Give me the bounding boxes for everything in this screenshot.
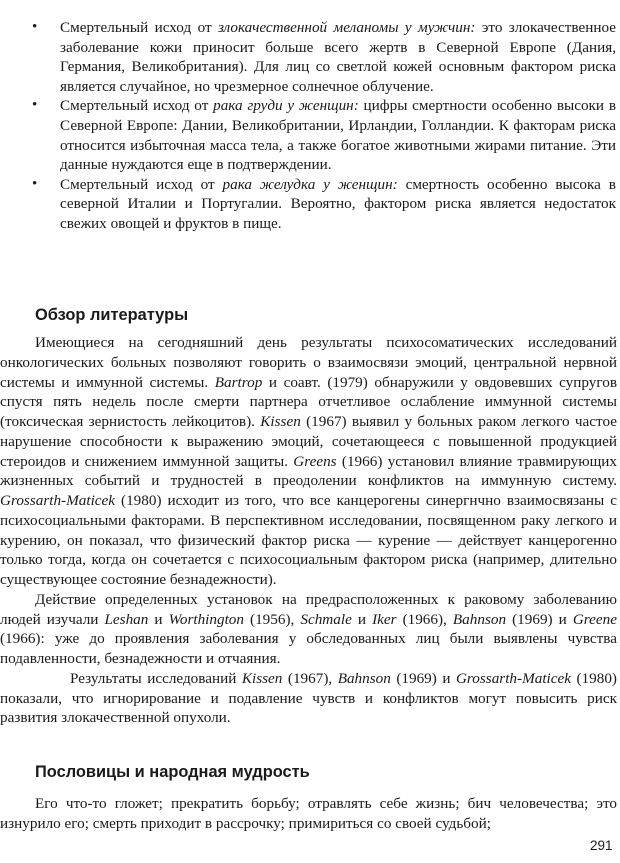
risk-factor-list [30, 18, 616, 234]
bullet-icon: • [32, 175, 38, 192]
section-heading-literature: Обзор литературы [35, 306, 189, 324]
list-item: • Смертельный исход от злокачественной меланомы у мужчин: это злокачественное заболевание кожи приносит больше всего жертв в Северной Европе (Дания, Германия, Великобритания). Для лиц со светлой кожей основным фактором риска является случайное, но чрезмерное солнечное облучение. [32, 19, 616, 95]
list-item: • Смертельный исход от рака груди у женщин: цифры смертности особенно высоки в Северной Европе: Дании, Великобритании, Ирландии, Голландии. К факторам риска относится избыточная масса тела, а также богатое животными жирами питание. Эти данные нуждаются еще в подтверждении. [32, 97, 616, 174]
paragraph: Действие определенных установок на предрасположенных к раковому заболеванию людей изучали Leshan и Worthington (1956), Schmale и Iker (1966), Bahnson (1969) и Greene (1966): уже до проявления заболевания у обследованных лиц были выявлены чувства подавленности, безнадежности и отчаяния. [0, 590, 617, 667]
paragraph: Его что-то гложет; прекратить борьбу; отравлять себе жизнь; бич человечества; это изнурило его; смерть приходит в рассрочку; примириться со своей судьбой; [0, 795, 617, 832]
proverbs-text [0, 794, 617, 834]
bullet-icon: • [32, 97, 38, 114]
paragraph: Имеющиеся на сегодняшний день результаты психосоматических исследований онкологических больных позволяют говорить о взаимосвязи эмоций, центральной нервной системы и иммунной системы. Bartrop и соавт. (1979) обнаружили у овдовевших супругов спустя пять недель после смерти партнера отчетливое ослабление иммунной системы (токсическая зернистость лейкоцитов). Kissen (1967) выявил у больных раком легкого частое нарушение способности к выражению эмоций, сочетающееся с повышенной продукцией стероидов и снижением иммунной защиты. Greens (1966) установил влияние травмирующих жизненных событий и трудностей в преодолении конфликтов на иммунную систему. Grossarth-Maticek (1980) исходит из того, что все канцерогены синергнчно взаимосвязаны с психосоциальными факторами. В перспективном исследовании, посвященном раку легкого и курению, он показал, что физический фактор риска — курение — действует канцерогенно только тогда, когда он сочетается с психосоциальным фактором риска (например, длительно существующее состояние безнадежности). [0, 334, 617, 588]
page-number: 291 [590, 838, 613, 853]
bullet-icon: • [32, 19, 38, 35]
section-heading-proverbs: Пословицы и народная мудрость [35, 763, 310, 781]
list-item: • Смертельный исход от рака желудка у женщин: смертность особенно высока в северной Италии и Португалии. Вероятно, фактором риска является недостаток свежих овощей и фруктов в пище. [32, 175, 616, 232]
literature-review-text [0, 333, 617, 728]
paragraph: Результаты исследований Kissen (1967), Bahnson (1969) и Grossarth-Maticek (1980) показали, что игнорирование и подавление чувств и конфликтов могут повысить риск развития злокачественной опухоли. [0, 669, 617, 727]
